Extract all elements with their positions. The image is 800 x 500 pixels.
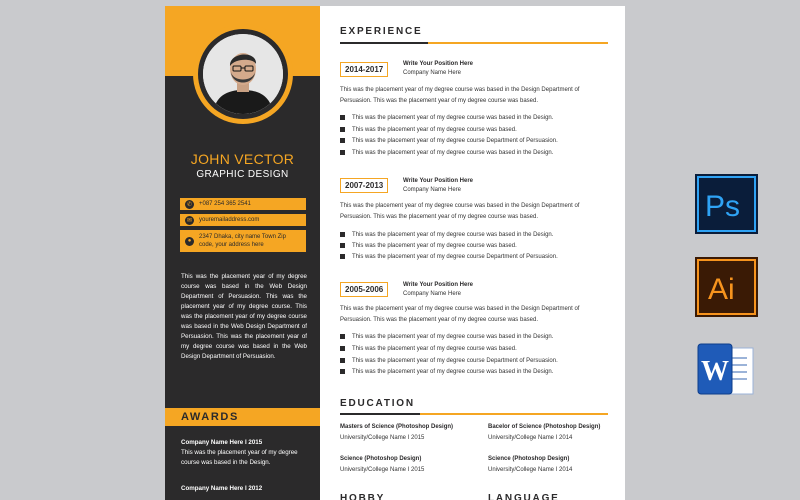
experience-title: EXPERIENCE <box>340 26 423 37</box>
contact-email: ✉ youremailaddress.com <box>180 214 306 226</box>
language-title: LANGUAGE <box>488 493 560 500</box>
svg-text:Ps: Ps <box>705 190 741 223</box>
job-bullet: This was the placement year of my degree course was based. <box>340 242 517 250</box>
hobby-title: HOBBY <box>340 493 386 500</box>
job-bullet: This was the placement year of my degree course was based in the Design. <box>340 333 553 341</box>
education-school: University/College Name I 2014 <box>488 435 573 441</box>
illustrator-icon <box>695 257 758 317</box>
job-bullet: This was the placement year of my degree course Department of Persuasion. <box>340 137 558 145</box>
resume-sidebar <box>165 6 320 500</box>
awards-title: AWARDS <box>181 411 239 423</box>
job-position: Write Your Position Here <box>403 282 474 288</box>
location-icon: ● <box>185 237 194 246</box>
phone-icon: ✆ <box>186 201 193 208</box>
job-position: Write Your Position Here <box>403 61 474 67</box>
award-item: Company Name Here I 2015 This was the placement year of my degree course was based in the Design. <box>181 439 298 466</box>
job-years: 2014-2017 <box>340 62 388 77</box>
job-position: Write Your Position Here <box>403 178 474 184</box>
job-company: Company Name Here <box>403 291 462 297</box>
svg-text:W: W <box>701 356 729 387</box>
experience-divider <box>340 42 608 44</box>
job-bullet: This was the placement year of my degree course was based in the Design. <box>340 231 553 239</box>
profile-photo-frame <box>193 24 293 124</box>
award-item: Company Name Here I 2012 <box>181 485 263 492</box>
profile-role: GRAPHIC DESIGN <box>196 169 289 180</box>
contact-phone: ✆ +087 254 365 2541 <box>180 198 306 210</box>
job-company: Company Name Here <box>403 70 462 76</box>
education-school: University/College Name I 2015 <box>340 435 425 441</box>
job-bullet: This was the placement year of my degree course Department of Persuasion. <box>340 253 558 261</box>
education-title: EDUCATION <box>340 398 415 409</box>
job-description: This was the placement year of my degree course was based in the Design Department of Persuasion. This was the placement year of my degree course was based. <box>340 203 580 220</box>
job-company: Company Name Here <box>403 187 462 193</box>
job-bullet: This was the placement year of my degree course was based. <box>340 126 517 134</box>
education-degree: Bacelor of Science (Photoshop Design) <box>488 424 601 430</box>
education-degree: Masters of Science (Photoshop Design) <box>340 424 454 430</box>
email-icon: ✉ <box>186 217 193 224</box>
job-description: This was the placement year of my degree course was based in the Design Department of Persuasion. This was the placement year of my degree course was based. <box>340 306 580 323</box>
job-years: 2005-2006 <box>340 282 388 297</box>
job-years: 2007-2013 <box>340 178 388 193</box>
profile-name: JOHN VECTOR <box>190 151 295 167</box>
education-degree: Science (Photoshop Design) <box>488 456 570 462</box>
education-degree: Science (Photoshop Design) <box>340 456 422 462</box>
job-bullet: This was the placement year of my degree course was based in the Design. <box>340 114 553 122</box>
education-school: University/College Name I 2014 <box>488 467 573 473</box>
job-description: This was the placement year of my degree course was based in the Design Department of Persuasion. This was the placement year of my degree course was based. <box>340 87 580 104</box>
job-bullet: This was the placement year of my degree course was based in the Design. <box>340 368 553 376</box>
photoshop-icon <box>695 174 758 234</box>
resume-page <box>165 6 625 500</box>
job-bullet: This was the placement year of my degree course was based. <box>340 345 517 353</box>
profile-photo <box>203 34 283 114</box>
about-text: This was the placement year of my degree course was based in the Web Design Department of Persuasion. This was the placement year of my degree course. This was the placement year of my degree course was based in the Web Design Department of Persuasion. This was the placement year of my degree course was based in the Web Design Department of Persuasion. <box>181 273 307 360</box>
job-bullet: This was the placement year of my degree course was based in the Design. <box>340 149 553 157</box>
education-school: University/College Name I 2015 <box>340 467 425 473</box>
word-icon <box>695 340 758 400</box>
education-divider <box>340 413 608 415</box>
contact-address: ● 2347 Dhaka, city name Town Zip code, your address here <box>180 230 306 252</box>
svg-text:Ai: Ai <box>708 273 735 306</box>
job-bullet: This was the placement year of my degree course Department of Persuasion. <box>340 357 558 365</box>
